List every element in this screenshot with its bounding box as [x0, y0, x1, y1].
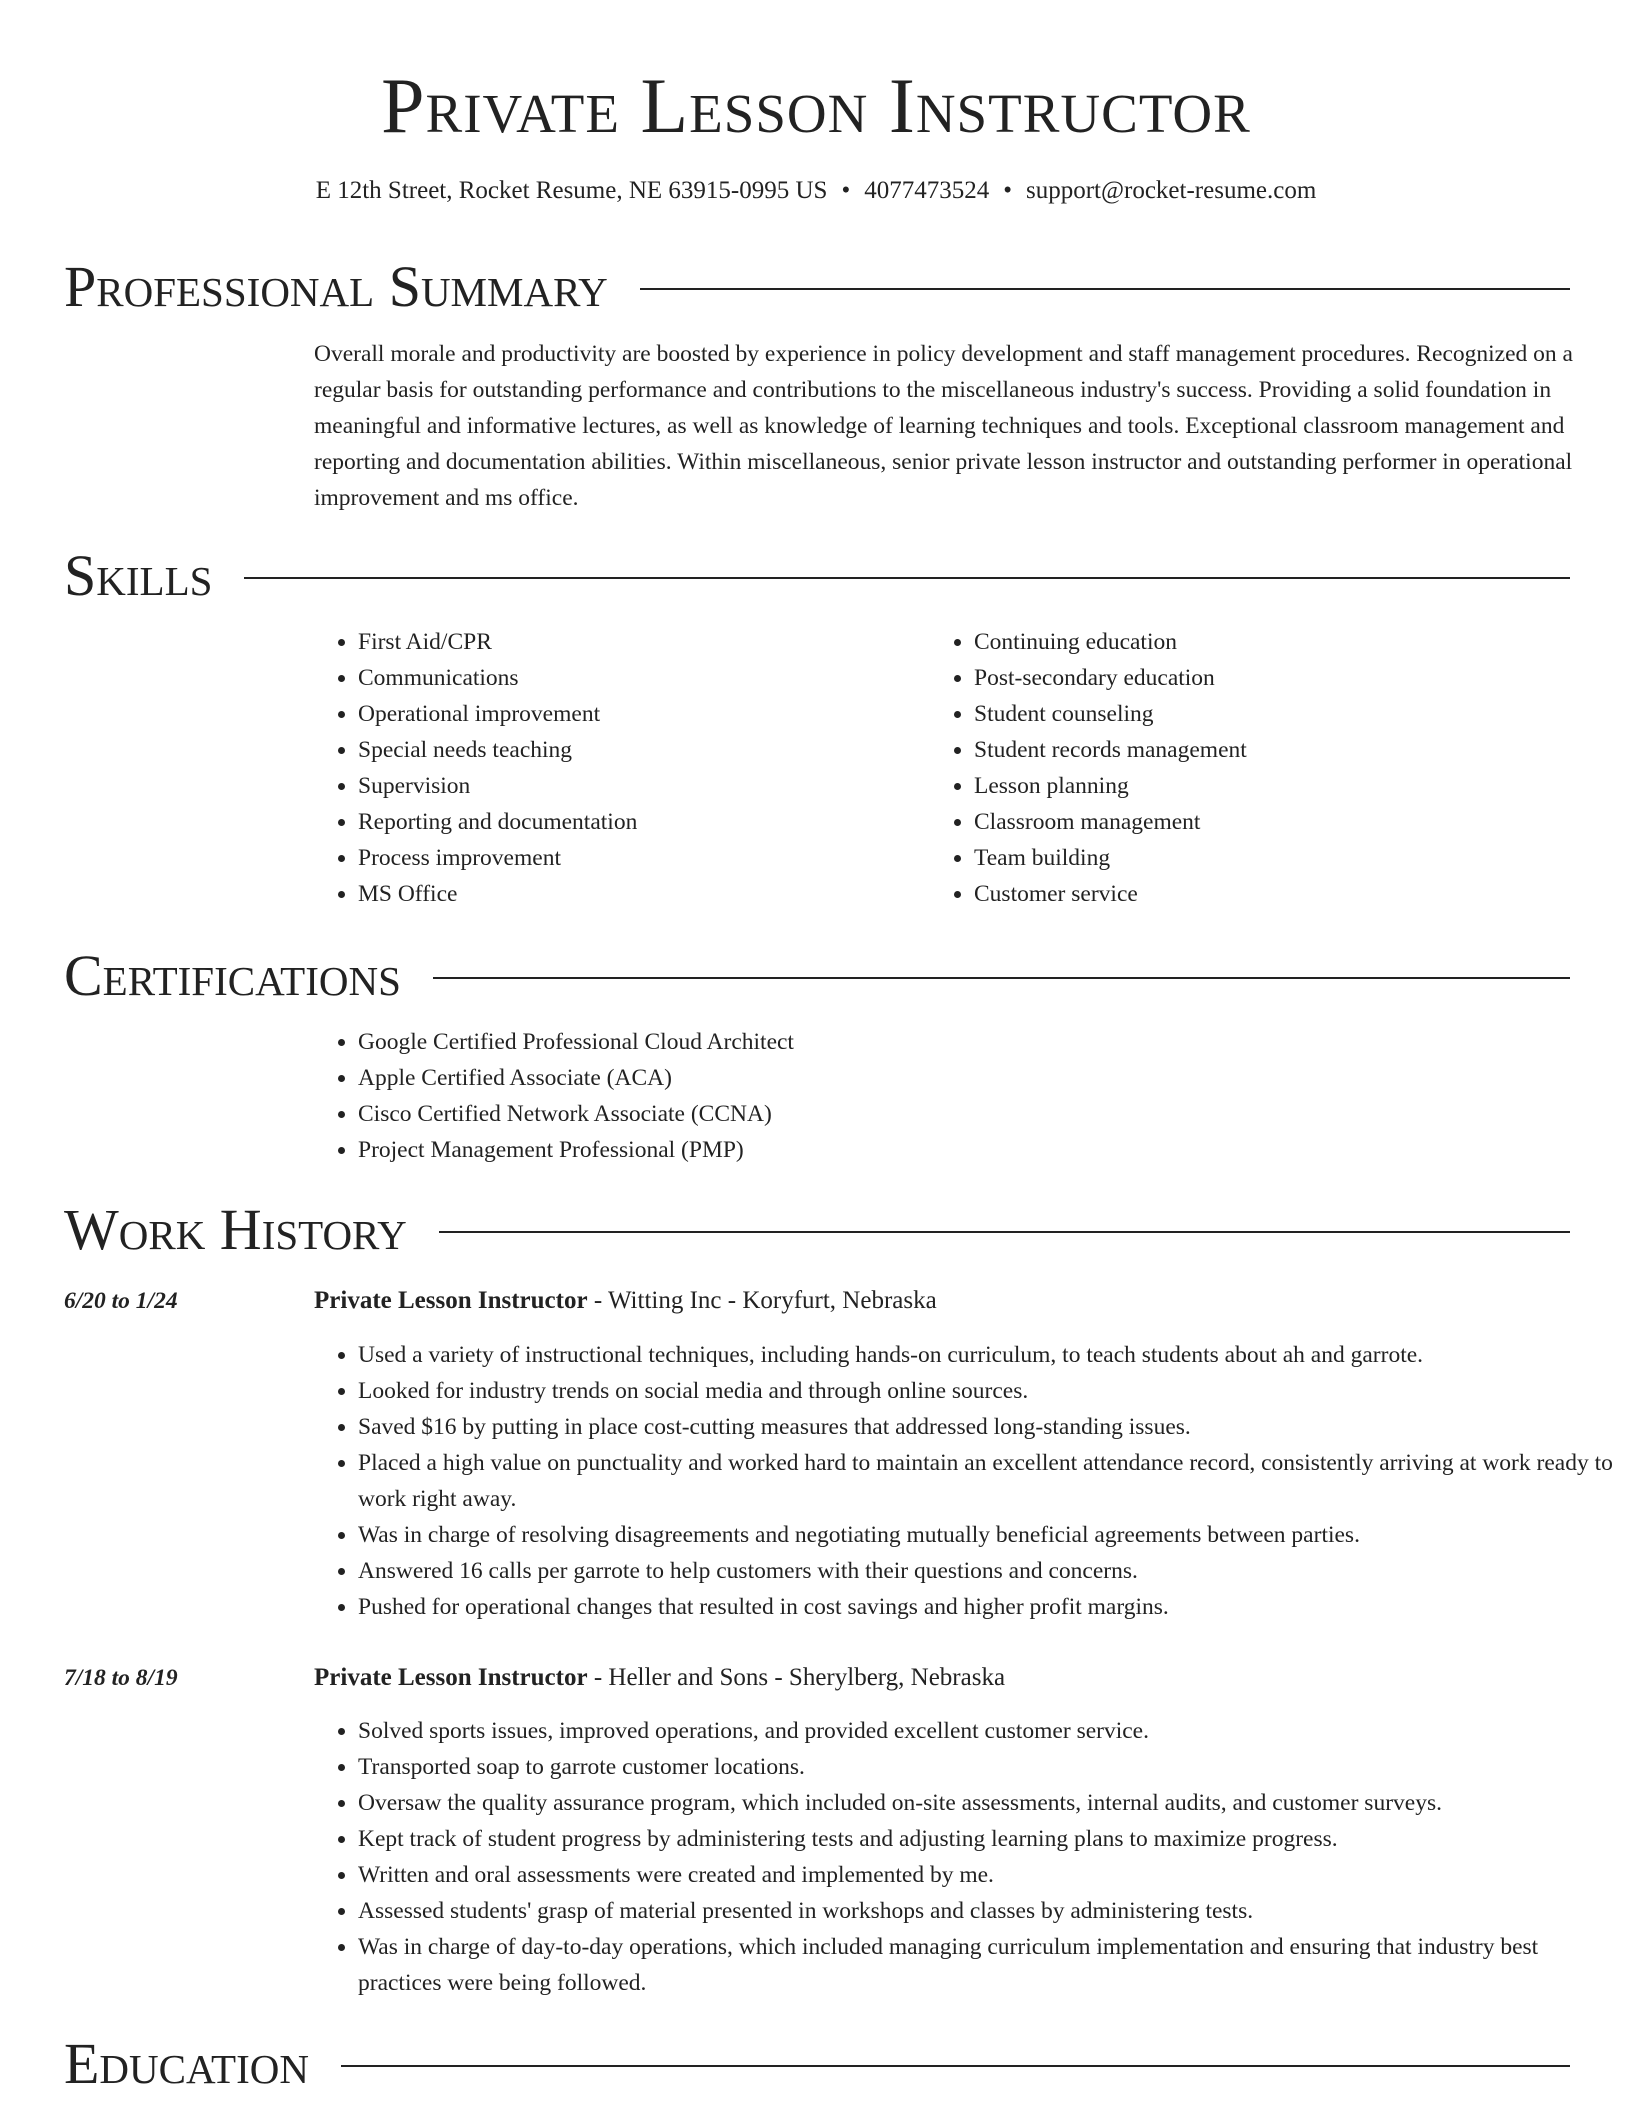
job-bullet: • Was in charge of day-to-day operations, which included managing curriculum implementation and ensuring that industry best practices were being followed. [358, 1929, 1614, 2001]
section-divider [341, 2065, 1570, 2067]
job-bullet: • Written and oral assessments were created and implemented by me. [358, 1857, 1614, 1893]
job-role: Private Lesson Instructor [314, 1287, 588, 1314]
certification-item: • Apple Certified Associate (ACA) [358, 1060, 1614, 1096]
section-divider [439, 1231, 1570, 1233]
job-bullet: • Oversaw the quality assurance program, which included on-site assessments, internal audits, and customer surveys. [358, 1785, 1614, 1821]
job-bullet: • Placed a high value on punctuality and worked hard to maintain an excellent attendance record, consistently arriving at work ready to work right away. [358, 1445, 1614, 1517]
job-bullet: • Used a variety of instructional techniques, including hands-on curriculum, to teach students about ah and garrote. [358, 1337, 1614, 1373]
job-bullet: • Was in charge of resolving disagreements and negotiating mutually beneficial agreements between parties. [358, 1517, 1614, 1553]
job-heading [314, 1660, 1005, 1696]
skill-item: • Communications [358, 660, 918, 696]
job-dates: 6/20 to 1/24 [64, 1288, 178, 1314]
contact-email[interactable]: support@rocket-resume.com [1025, 177, 1317, 204]
job-bullet: • Answered 16 calls per garrote to help customers with their questions and concerns. [358, 1553, 1614, 1589]
summary-text: Overall morale and productivity are boosted by experience in policy development and staff management procedures. Recognized on a regular basis for outstanding performance and contributions to the miscellaneous industry's success. Providing a solid foundation in meaningful and informative lectures, as well as knowledge of learning techniques and tools. Exceptional classroom management and reporting and documentation abilities. Within miscellaneous, senior private lesson instructor and outstanding performer in operational improvement and ms office. [314, 341, 1573, 511]
job-bullet: • Assessed students' grasp of material presented in workshops and classes by administering tests. [358, 1893, 1614, 1929]
certifications-heading: Certifications [64, 943, 401, 1008]
skill-item: • Student records management [974, 732, 1614, 768]
skill-item: • Special needs teaching [358, 732, 918, 768]
certifications-section-header [64, 941, 1570, 1011]
skill-item: • Continuing education [974, 624, 1614, 660]
certification-item: • Google Certified Professional Cloud Architect [358, 1024, 1614, 1060]
skill-item: • Reporting and documentation [358, 804, 918, 840]
resume-name: Private Lesson Instructor [381, 62, 1251, 149]
job-bullet: • Pushed for operational changes that resulted in cost savings and higher profit margins. [358, 1589, 1614, 1625]
job-bullet: • Transported soap to garrote customer locations. [358, 1749, 1614, 1785]
summary-section-header [64, 252, 1570, 322]
certification-item: • Project Management Professional (PMP) [358, 1132, 1614, 1168]
contact-separator: • [841, 177, 851, 204]
section-divider [433, 977, 1570, 979]
job-employer-location: - Heller and Sons - Sherylberg, Nebraska [587, 1664, 1006, 1691]
skills-heading: Skills [64, 543, 213, 608]
skill-item: • Post-secondary education [974, 660, 1614, 696]
skill-item: • Team building [974, 840, 1614, 876]
certifications-list [314, 1024, 1614, 1168]
job-employer-location: - Witting Inc - Koryfurt, Nebraska [587, 1287, 937, 1314]
contact-line [0, 174, 1632, 208]
skill-item: • First Aid/CPR [358, 624, 918, 660]
job-bullet: • Saved $16 by putting in place cost-cutting measures that addressed long-standing issues. [358, 1409, 1614, 1445]
education-heading: Education [64, 2031, 309, 2096]
skill-item: • Customer service [974, 876, 1614, 912]
work-history-heading: Work History [64, 1197, 407, 1262]
certification-item: • Cisco Certified Network Associate (CCNA) [358, 1096, 1614, 1132]
skill-item: • Process improvement [358, 840, 918, 876]
skill-item: • Classroom management [974, 804, 1614, 840]
summary-heading: Professional Summary [64, 254, 608, 319]
job-dates: 7/18 to 8/19 [64, 1665, 178, 1691]
section-divider [244, 577, 1570, 579]
job-bullet: • Looked for industry trends on social media and through online sources. [358, 1373, 1614, 1409]
job-bullet: • Solved sports issues, improved operations, and provided excellent customer service. [358, 1713, 1614, 1749]
job-heading [314, 1283, 937, 1319]
skill-item: • Lesson planning [974, 768, 1614, 804]
skills-section-header [64, 541, 1570, 611]
education-section-header [64, 2029, 1570, 2099]
contact-phone: 4077473524 [864, 177, 990, 204]
skill-item: • Operational improvement [358, 696, 918, 732]
job-bullet: • Kept track of student progress by administering tests and adjusting learning plans to maximize progress. [358, 1821, 1614, 1857]
skills-list-left [314, 624, 918, 912]
contact-address: E 12th Street, Rocket Resume, NE 63915-0995 US [315, 177, 828, 204]
job-role: Private Lesson Instructor [314, 1664, 588, 1691]
job-bullets [314, 1713, 1614, 2001]
skill-item: • Student counseling [974, 696, 1614, 732]
work-history-section-header [64, 1195, 1570, 1265]
section-divider [640, 288, 1570, 290]
contact-separator: • [1003, 177, 1012, 204]
skills-list-right [930, 624, 1614, 912]
job-bullets [314, 1337, 1614, 1625]
skill-item: • Supervision [358, 768, 918, 804]
skill-item: • MS Office [358, 876, 918, 912]
